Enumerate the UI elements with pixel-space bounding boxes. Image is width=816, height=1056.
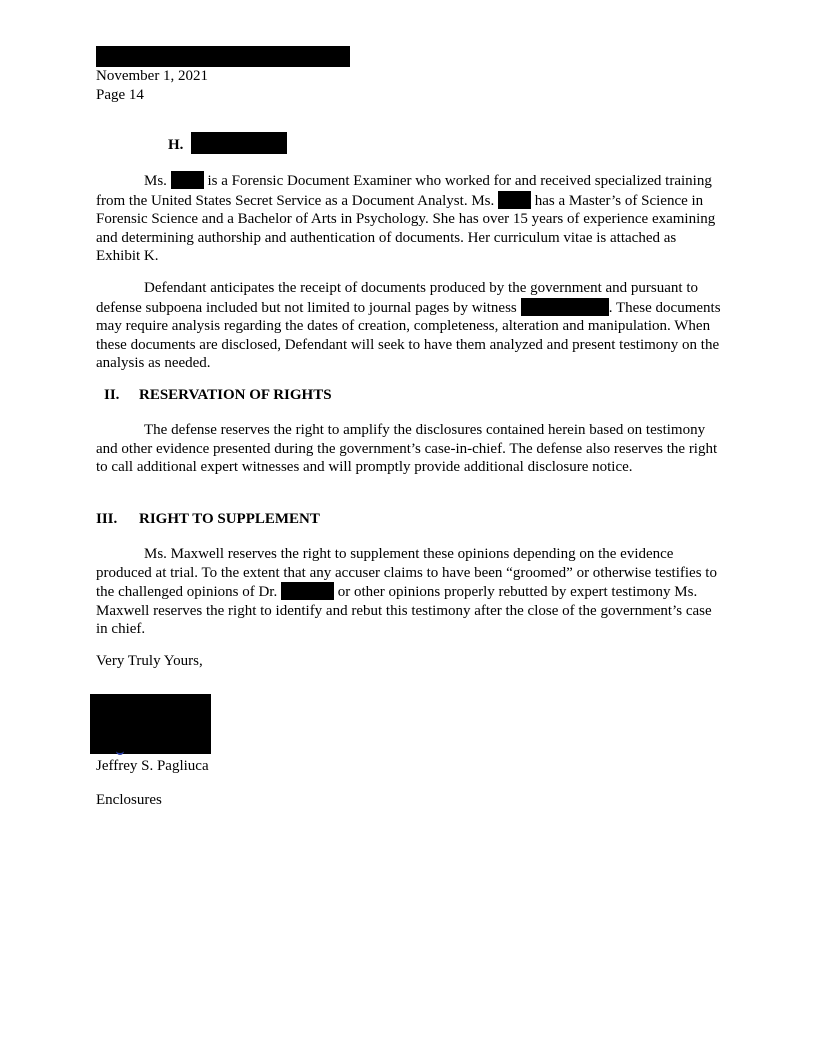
para2-text-2: . These documents may require analysis regarding the dates of creation, completeness, alteration and manipulation. When these documents are disclosed, Defendant will seek to have them analyzed and present testimony on the analysis as needed. xyxy=(96,299,721,372)
redaction-name-1 xyxy=(171,171,204,189)
enclosures: Enclosures xyxy=(96,792,162,808)
section-iii-title: RIGHT TO SUPPLEMENT xyxy=(139,511,320,527)
section-h-letter: H. xyxy=(168,137,184,153)
para3-text-2: or other opinions properly rebutted by expert testimony Ms. Maxwell reserves the right to identify and rebut this testimony after the close of the government’s case in chief. xyxy=(96,584,712,638)
redaction-signature xyxy=(90,694,211,754)
section-ii-number: II. xyxy=(104,387,120,403)
section-ii-title: RESERVATION OF RIGHTS xyxy=(139,387,332,403)
letter-date: November 1, 2021 xyxy=(96,68,209,84)
para1-text-3: has a Master’s of Science in Forensic Science and a Bachelor of Arts in Psychology. She has over 15 years of experience examining and determining authorship and authentication of documents. Her curriculum vitae is attached as Exhibit K. xyxy=(96,192,716,265)
section-iii-number: III. xyxy=(96,511,118,527)
para2-text-1: Defendant anticipates the receipt of documents produced by the government and pursuant to defense subpoena included but not limited to journal pages by witness xyxy=(96,280,698,316)
section-h-paragraph-1 xyxy=(96,171,721,266)
para1-text-1: Ms. xyxy=(144,173,167,189)
redaction-name-2 xyxy=(498,191,531,209)
signer-name: Jeffrey S. Pagliuca xyxy=(96,758,209,774)
page-number: Page 14 xyxy=(96,87,144,103)
para3-text-1: Ms. Maxwell reserves the right to supplement these opinions depending on the evidence produced at trial. To the extent that any accuser claims to have been “groomed” or otherwise testifies to the challenged opinions of Dr. xyxy=(96,546,717,601)
section-iii-paragraph xyxy=(96,545,721,639)
redaction-section-h-name xyxy=(191,132,287,154)
section-ii-paragraph: The defense reserves the right to amplify the disclosures contained herein based on testimony and other evidence presented during the government’s case-in-chief. The defense also reserves the right to call additional expert witnesses and will promptly provide additional disclosure notice. xyxy=(96,422,718,476)
para1-text-2: is a Forensic Document Examiner who worked for and received specialized training from the United States Secret Service as a Document Analyst. Ms. xyxy=(96,173,712,209)
redaction-recipient xyxy=(96,46,350,67)
redaction-witness xyxy=(521,298,609,316)
section-h-paragraph-2 xyxy=(96,279,721,373)
salutation: Very Truly Yours, xyxy=(96,653,203,669)
redaction-doctor-name xyxy=(281,582,334,600)
